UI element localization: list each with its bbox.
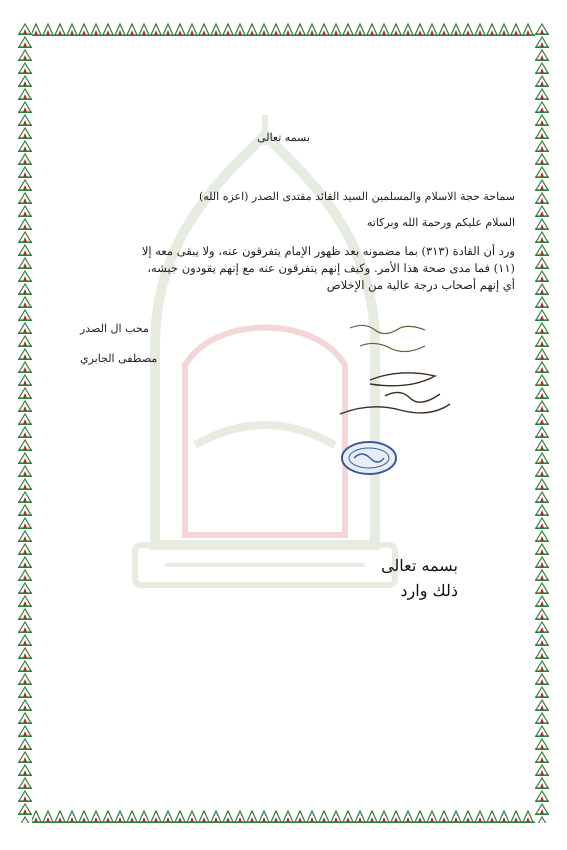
decorative-border-top xyxy=(18,22,549,36)
letter-closing: محب ال الصدر xyxy=(80,322,149,335)
letter-body xyxy=(70,243,515,294)
decorative-border-bottom xyxy=(18,809,549,823)
letter-body-line: (١١) فما مدى صحة هذا الأمر. وكيف إنهم يتفرقون عنه مع إنهم يقودون جيشه، xyxy=(147,261,515,275)
answer-text: ذلك وارد xyxy=(400,581,458,600)
letter-basmala: بسمه تعالى xyxy=(257,131,310,144)
letter-body-line: أي إنهم أصحاب درجة عالية من الإخلاص xyxy=(326,278,515,292)
letter-body-line: ورد أن القادة (٣١٣) بما مضمونه بعد ظهور الإمام يتفرقون عنه، ولا يبقى معه إلا xyxy=(141,244,515,258)
handwritten-signature xyxy=(330,318,460,428)
official-stamp xyxy=(340,440,398,476)
letter-sender: مصطفى الجابري xyxy=(80,352,158,365)
letter-address: سماحة حجة الاسلام والمسلمين السيد القائد مقتدى الصدر (اعزه الله) xyxy=(198,190,515,203)
answer-basmala: بسمه تعالى xyxy=(381,556,458,575)
letter-greeting: السلام عليكم ورحمة الله وبركاته xyxy=(366,216,515,229)
